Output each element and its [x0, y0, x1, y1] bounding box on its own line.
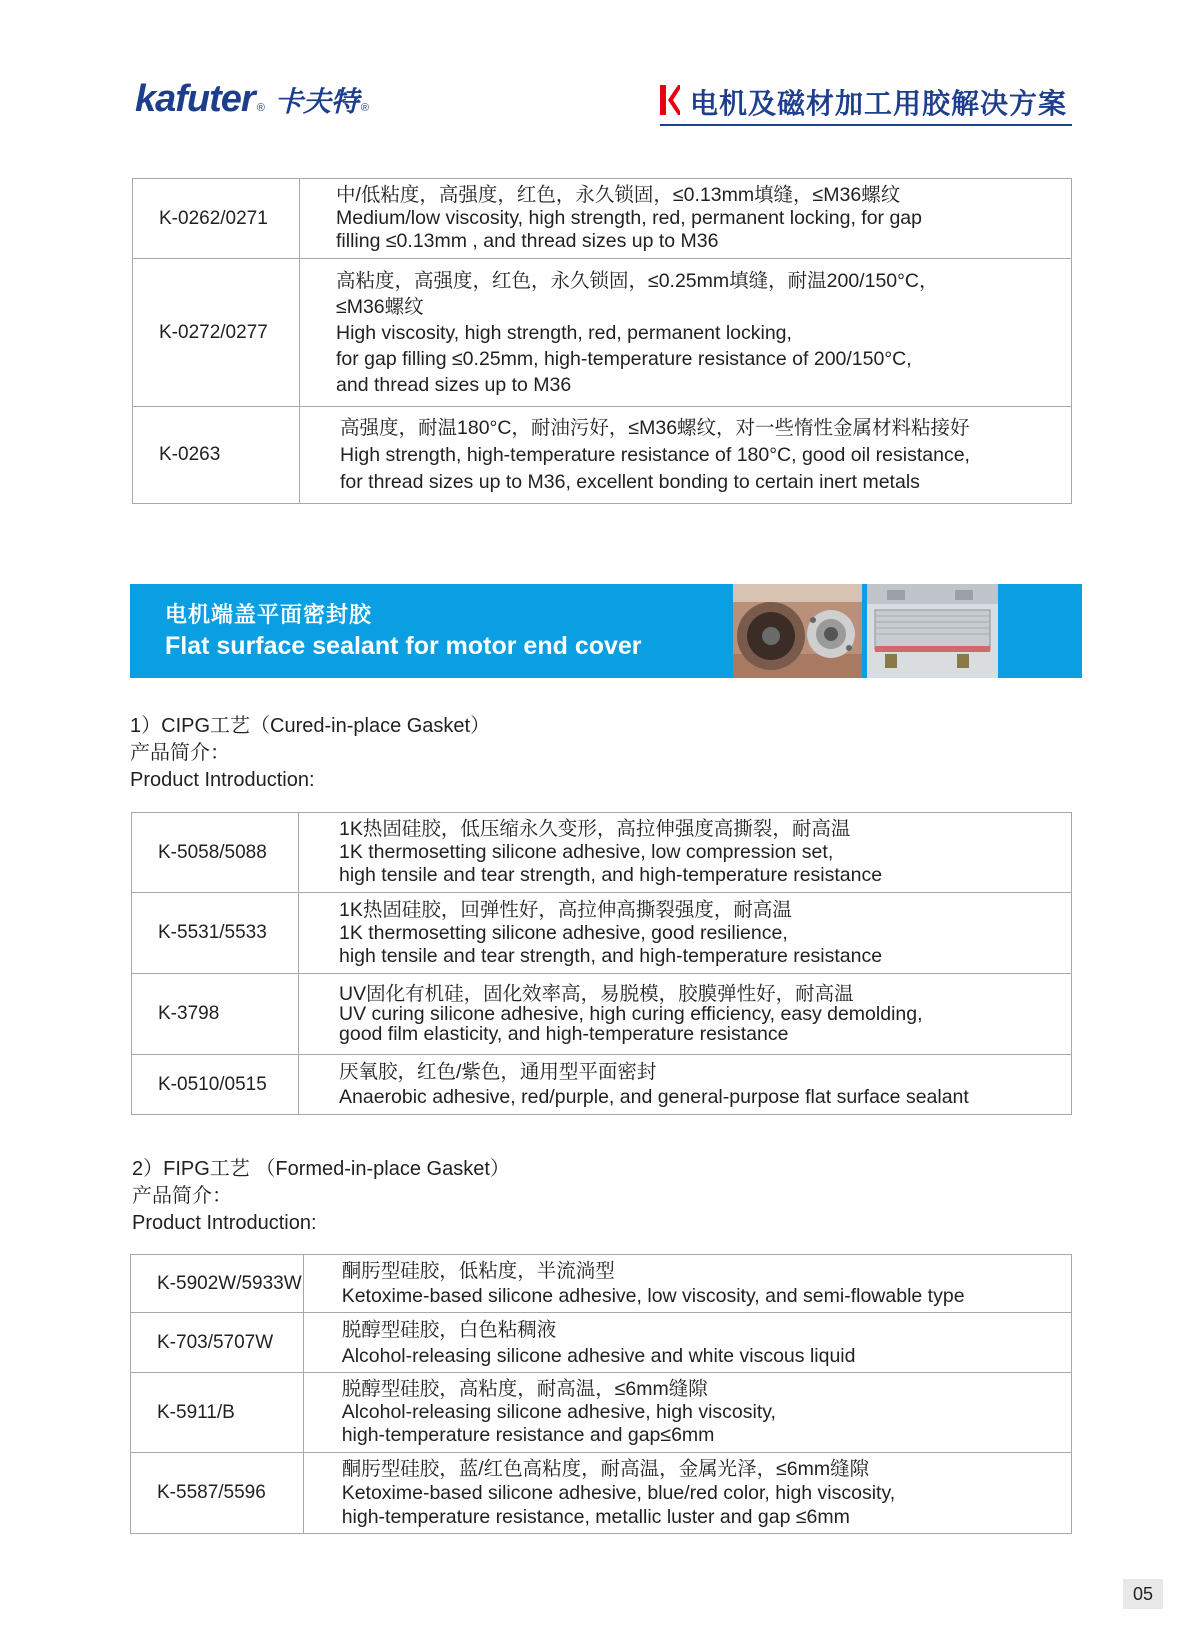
product-code: K-5902W/5933W: [131, 1255, 304, 1313]
description-line: 1K thermosetting silicone adhesive, low compression set,: [339, 841, 834, 863]
description-line: High strength, high-temperature resistance of 180°C, good oil resistance,: [340, 443, 970, 466]
description-line: 1K热固硅胶，低压缩永久变形，高拉伸强度高撕裂，耐高温: [339, 818, 851, 840]
table-row: [133, 407, 1072, 504]
product-code: K-5058/5088: [132, 813, 299, 893]
description-line: for thread sizes up to M36, excellent bonding to certain inert metals: [340, 470, 920, 493]
product-description: [299, 974, 1072, 1055]
product-code: K-5587/5596: [131, 1453, 304, 1534]
description-line: High viscosity, high strength, red, permanent locking,: [336, 321, 792, 344]
description-line: Medium/low viscosity, high strength, red, permanent locking, for gap: [336, 207, 922, 229]
product-code: K-0263: [133, 407, 300, 504]
product-description: [300, 179, 1072, 259]
description-line: high tensile and tear strength, and high-temperature resistance: [339, 864, 883, 886]
table-row: [131, 1373, 1072, 1453]
description-line: for gap filling ≤0.25mm, high-temperature resistance of 200/150°C,: [336, 347, 912, 370]
product-description: [299, 813, 1072, 893]
k-logo-icon: [660, 85, 680, 115]
logo-registered-mark: ®: [256, 102, 265, 114]
description-line: 1K热固硅胶，回弹性好，高拉伸高撕裂强度，耐高温: [339, 898, 792, 921]
description-line: 脱醇型硅胶，高粘度，耐高温，≤6mm缝隙: [341, 1378, 708, 1400]
description-line: high-temperature resistance and gap≤6mm: [341, 1424, 715, 1446]
logo-text-zh: 卡夫特: [274, 86, 359, 117]
product-description: [299, 1055, 1072, 1115]
table-row: [133, 259, 1072, 407]
cipg-product-table: [131, 812, 1072, 1115]
table-row: [132, 813, 1072, 893]
product-description: [303, 1453, 1071, 1534]
table-row: [131, 1313, 1072, 1373]
banner-title-en: Flat surface sealant for motor end cover: [165, 632, 642, 660]
description-line: UV固化有机硅，固化效率高，易脱模，胶膜弹性好，耐高温: [339, 983, 854, 1005]
product-code: K-0272/0277: [133, 259, 300, 407]
logo-text-en: kafuter: [135, 78, 255, 120]
description-line: Ketoxime-based silicone adhesive, blue/red color, high viscosity,: [341, 1482, 896, 1504]
product-code: K-0262/0271: [133, 179, 300, 259]
brand-logo: [135, 78, 369, 121]
cipg-heading: 1）CIPG工艺（Cured-in-place Gasket）: [130, 715, 491, 737]
cipg-intro-en: Product Introduction:: [130, 769, 315, 791]
table-row: [131, 1255, 1072, 1313]
thread-locker-table: [132, 178, 1072, 504]
fipg-intro-zh: 产品简介：: [132, 1185, 232, 1207]
description-line: UV curing silicone adhesive, high curing efficiency, easy demolding,: [339, 1003, 923, 1025]
description-line: 高粘度，高强度，红色，永久锁固，≤0.25mm填缝，耐温200/150°C，: [336, 269, 939, 292]
cipg-intro: [130, 713, 490, 794]
fipg-intro: [132, 1156, 510, 1237]
description-line: good film elasticity, and high-temperature resistance: [339, 1023, 789, 1045]
description-line: high tensile and tear strength, and high-temperature resistance: [339, 944, 883, 967]
banner-title-zh: 电机端盖平面密封胶: [165, 602, 373, 627]
section-banner: [130, 584, 1082, 678]
description-line: Alcohol-releasing silicone adhesive, high viscosity,: [341, 1401, 776, 1423]
description-line: 高强度，耐温180°C，耐油污好，≤M36螺纹，对一些惰性金属材料粘接好: [340, 416, 970, 439]
fipg-heading: 2）FIPG工艺 （Formed-in-place Gasket）: [132, 1158, 510, 1180]
description-line: Alcohol-releasing silicone adhesive and white viscous liquid: [341, 1344, 856, 1367]
table-row: [132, 974, 1072, 1055]
product-code: K-3798: [132, 974, 299, 1055]
product-description: [300, 259, 1072, 407]
product-description: [299, 893, 1072, 974]
gasket-dispensing-photo: [867, 584, 998, 678]
description-line: 酮肟型硅胶，低粘度，半流淌型: [341, 1259, 615, 1282]
header-title: 电机及磁材加工用胶解决方案: [690, 88, 1068, 119]
product-description: [303, 1255, 1071, 1313]
description-line: and thread sizes up to M36: [336, 373, 572, 396]
description-line: high-temperature resistance, metallic luster and gap ≤6mm: [341, 1506, 850, 1528]
description-line: filling ≤0.13mm , and thread sizes up to M36: [336, 230, 719, 252]
description-line: ≤M36螺纹: [336, 295, 424, 318]
description-line: 脱醇型硅胶，白色粘稠液: [341, 1318, 557, 1341]
fipg-intro-en: Product Introduction:: [132, 1212, 317, 1234]
header-title-block: [660, 80, 1072, 126]
product-code: K-0510/0515: [132, 1055, 299, 1115]
fipg-product-table: [130, 1254, 1072, 1534]
product-description: [300, 407, 1072, 504]
product-description: [303, 1373, 1071, 1453]
table-row: [132, 893, 1072, 974]
description-line: Anaerobic adhesive, red/purple, and general-purpose flat surface sealant: [339, 1085, 969, 1108]
description-line: Ketoxime-based silicone adhesive, low viscosity, and semi-flowable type: [341, 1284, 965, 1307]
table-row: [131, 1453, 1072, 1534]
description-line: 厌氧胶，红色/紫色，通用型平面密封: [339, 1060, 657, 1083]
description-line: 中/低粘度，高强度，红色，永久锁固，≤0.13mm填缝，≤M36螺纹: [336, 184, 901, 206]
product-code: K-703/5707W: [131, 1313, 304, 1373]
table-row: [132, 1055, 1072, 1115]
motor-end-cover-photo: [733, 584, 862, 678]
cipg-intro-zh: 产品简介：: [130, 742, 230, 764]
product-description: [303, 1313, 1071, 1373]
page-number: 05: [1123, 1579, 1163, 1609]
table-row: [133, 179, 1072, 259]
description-line: 酮肟型硅胶，蓝/红色高粘度，耐高温，金属光泽，≤6mm缝隙: [341, 1458, 870, 1480]
logo-registered-mark-zh: ®: [360, 102, 369, 114]
product-code: K-5531/5533: [132, 893, 299, 974]
description-line: 1K thermosetting silicone adhesive, good resilience,: [339, 921, 788, 944]
product-code: K-5911/B: [131, 1373, 304, 1453]
